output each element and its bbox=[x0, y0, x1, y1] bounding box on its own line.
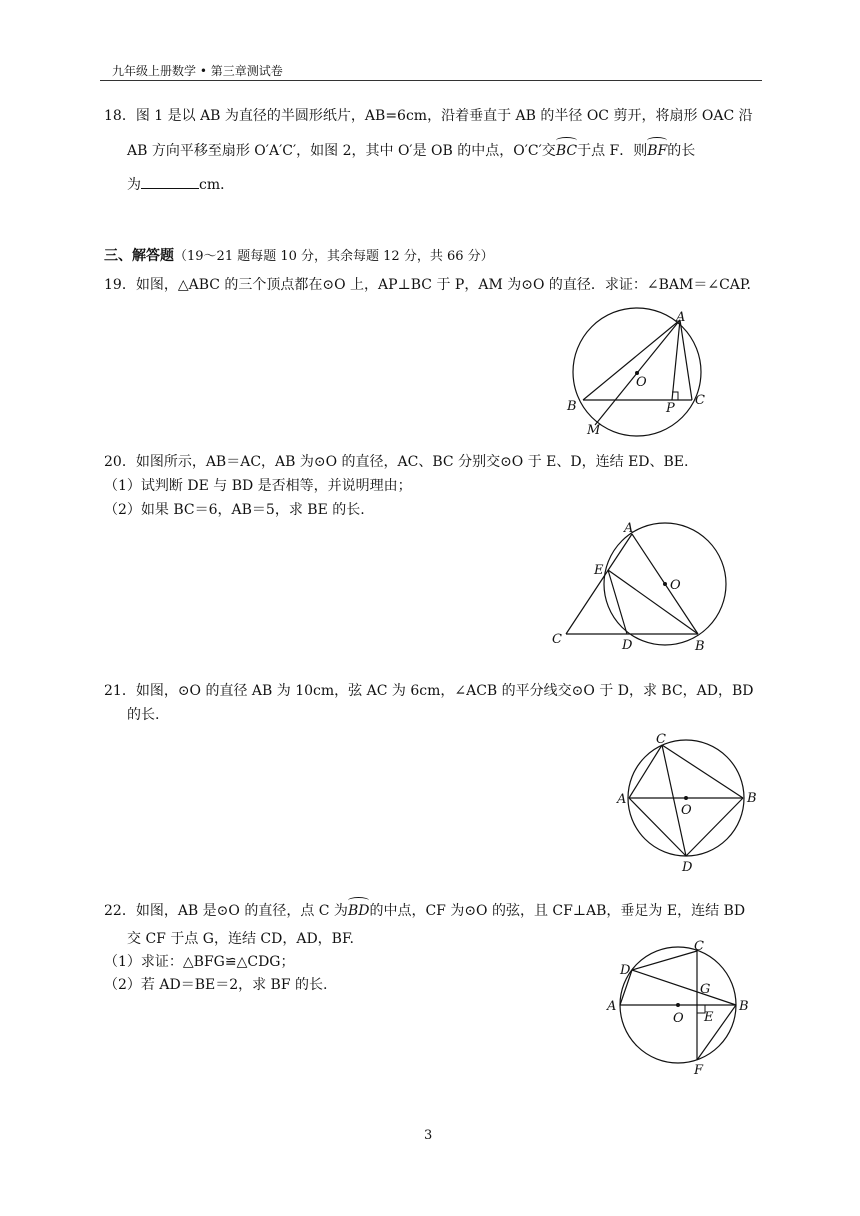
q22-label-b: B bbox=[739, 999, 749, 1014]
page-number: 3 bbox=[424, 1128, 433, 1143]
q21-label-o: O bbox=[681, 803, 692, 818]
header-divider bbox=[100, 80, 762, 81]
q21-line2: 的长. bbox=[127, 707, 160, 723]
q19-label-m: M bbox=[587, 423, 601, 438]
section3-title: 三、解答题 bbox=[104, 248, 174, 264]
q20-figure bbox=[545, 515, 745, 655]
q19-label-p: P bbox=[666, 401, 675, 416]
q20-line1: 20．如图所示，AB＝AC，AB 为⊙O 的直径，AC、BC 分别交⊙O 于 E、D，连结 ED、BE. bbox=[104, 454, 689, 470]
q19-label-b: B bbox=[567, 399, 577, 414]
q21-label-b: B bbox=[747, 791, 757, 806]
page-header-title: 九年级上册数学 • 第三章测试卷 bbox=[112, 64, 283, 78]
q19-label-a: A bbox=[676, 310, 686, 325]
q19-text: 19．如图，△ABC 的三个顶点都在⊙O 上，AP⊥BC 于 P，AM 为⊙O 的直径．求证：∠BAM＝∠CAP. bbox=[104, 277, 751, 293]
q22-label-a: A bbox=[607, 999, 617, 1014]
q18-arc-bc: BC bbox=[555, 143, 578, 159]
q22-line3: （1）求证：△BFG≌△CDG； bbox=[104, 954, 295, 970]
q22-arc-bd: BD bbox=[347, 903, 370, 919]
q19-label-o: O bbox=[636, 375, 647, 390]
q22-label-d: D bbox=[620, 963, 631, 978]
q18-arc-bf: BF bbox=[647, 143, 668, 159]
q20-label-d: D bbox=[622, 638, 633, 653]
q20-label-e: E bbox=[594, 563, 604, 578]
q19-label-c: C bbox=[695, 393, 705, 408]
q22-line1 bbox=[104, 901, 745, 921]
q22-text-a: 22．如图，AB 是⊙O 的直径，点 C 为 bbox=[104, 903, 348, 919]
q20-line2: （1）试判断 DE 与 BD 是否相等，并说明理由； bbox=[104, 478, 412, 494]
q21-label-a: A bbox=[617, 792, 627, 807]
q18-line2 bbox=[127, 141, 695, 161]
section3-heading bbox=[104, 246, 494, 267]
q22-label-g: G bbox=[700, 982, 711, 997]
q20-label-c: C bbox=[552, 632, 562, 647]
q21-label-c: C bbox=[656, 732, 666, 747]
q18-line3 bbox=[127, 174, 234, 195]
section3-note: （19～21 题每题 10 分，其余每题 12 分，共 66 分） bbox=[174, 249, 494, 264]
q18-text-b: 于点 F．则 bbox=[577, 143, 648, 159]
q18-text-e: cm． bbox=[199, 177, 235, 193]
q21-figure bbox=[610, 727, 765, 877]
q18-text-c: 的长 bbox=[667, 143, 696, 159]
q22-label-e: E bbox=[704, 1010, 714, 1025]
q18-answer-blank[interactable] bbox=[141, 174, 199, 189]
q20-label-a: A bbox=[624, 521, 634, 536]
q20-label-o: O bbox=[670, 578, 681, 593]
q22-figure bbox=[605, 938, 765, 1078]
q20-line3: （2）如果 BC＝6，AB＝5，求 BE 的长. bbox=[104, 502, 365, 518]
q22-text-b: 的中点，CF 为⊙O 的弦，且 CF⊥AB，垂足为 E，连结 BD bbox=[369, 903, 746, 919]
q18-line1: 18．图 1 是以 AB 为直径的半圆形纸片，AB=6cm，沿着垂直于 AB 的半径 OC 剪开，将扇形 OAC 沿 bbox=[104, 108, 753, 124]
q22-label-o: O bbox=[673, 1011, 684, 1026]
q20-label-b: B bbox=[695, 639, 705, 654]
q22-label-f: F bbox=[694, 1063, 704, 1078]
q19-figure bbox=[560, 308, 760, 443]
q21-label-d: D bbox=[682, 860, 693, 875]
q22-line2: 交 CF 于点 G，连结 CD，AD，BF. bbox=[127, 931, 354, 947]
q21-line1: 21．如图，⊙O 的直径 AB 为 10cm，弦 AC 为 6cm，∠ACB 的平分线交⊙O 于 D，求 BC，AD，BD bbox=[104, 683, 754, 699]
q22-line4: （2）若 AD＝BE＝2，求 BF 的长. bbox=[104, 977, 328, 993]
q18-text-d: 为 bbox=[127, 177, 141, 193]
q22-label-c: C bbox=[694, 939, 704, 954]
q18-text-a: AB 方向平移至扇形 O′A′C′，如图 2，其中 O′是 OB 的中点，O′C′交 bbox=[127, 143, 556, 159]
